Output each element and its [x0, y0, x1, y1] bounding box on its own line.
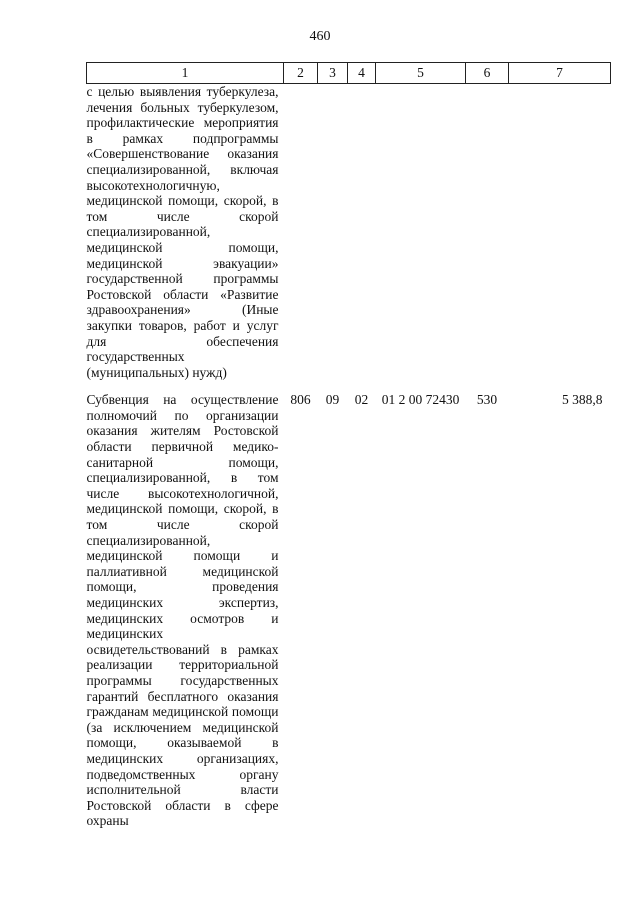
header-col-1: 1 [87, 63, 284, 84]
row-subsection-code [348, 84, 376, 393]
header-col-4: 4 [348, 63, 376, 84]
header-col-6: 6 [466, 63, 509, 84]
budget-table [86, 62, 611, 829]
header-row [87, 63, 611, 84]
row-section-code [318, 84, 348, 393]
row-section-code: 09 [325, 392, 340, 408]
row-expense-type: 530 [476, 392, 498, 408]
header-col-3: 3 [318, 63, 348, 84]
table-row [87, 84, 611, 393]
row-ministry-code [284, 84, 318, 393]
row-target-article: 01 2 00 72430 [381, 392, 460, 408]
row-amount: 5 388,8 [562, 392, 603, 408]
row-description: с целью выявления туберкулеза, лечения больных туберкулезом, профилактические мероприятия в рамках подпрограммы «Совершенствование оказания специализированной, включая высокотехнологичную, медицинской помощи, скорой, в том числе скорой специализированной, медицинской помощи, медицинской эвакуации» государственной программы Ростовской области «Развитие здравоохранения» (Иные закупки товаров, работ и услуг для обеспечения государственных (муниципальных) нужд) [86, 84, 279, 380]
header-col-5: 5 [376, 63, 466, 84]
table-header [87, 63, 611, 84]
row-ministry-code: 806 [290, 392, 311, 408]
row-amount [509, 84, 611, 393]
page-number: 460 [309, 29, 331, 44]
table-row [87, 392, 611, 829]
row-description: Субвенция на осуществление полномочий по организации оказания жителям Ростовской области первичной медико-санитарной помощи, специализированной, в том числе высокотехнологичной, медицинской помощи, скорой, в том числе скорой специализированной, медицинской помощи и паллиативной медицинской помощи, проведения медицинских экспертиз, медицинских осмотров и медицинских освидетельствований в рамках реализации территориальной программы государственных гарантий бесплатного оказания гражданам медицинской помощи (за исключением медицинской помощи, оказываемой в медицинских организациях, подведомственных органу исполнительной власти Ростовской области в сфере охраны [86, 392, 279, 829]
row-expense-type [466, 84, 509, 393]
row-target-article [376, 84, 466, 393]
header-col-7: 7 [509, 63, 611, 84]
header-col-2: 2 [284, 63, 318, 84]
row-subsection-code: 02 [354, 392, 369, 408]
